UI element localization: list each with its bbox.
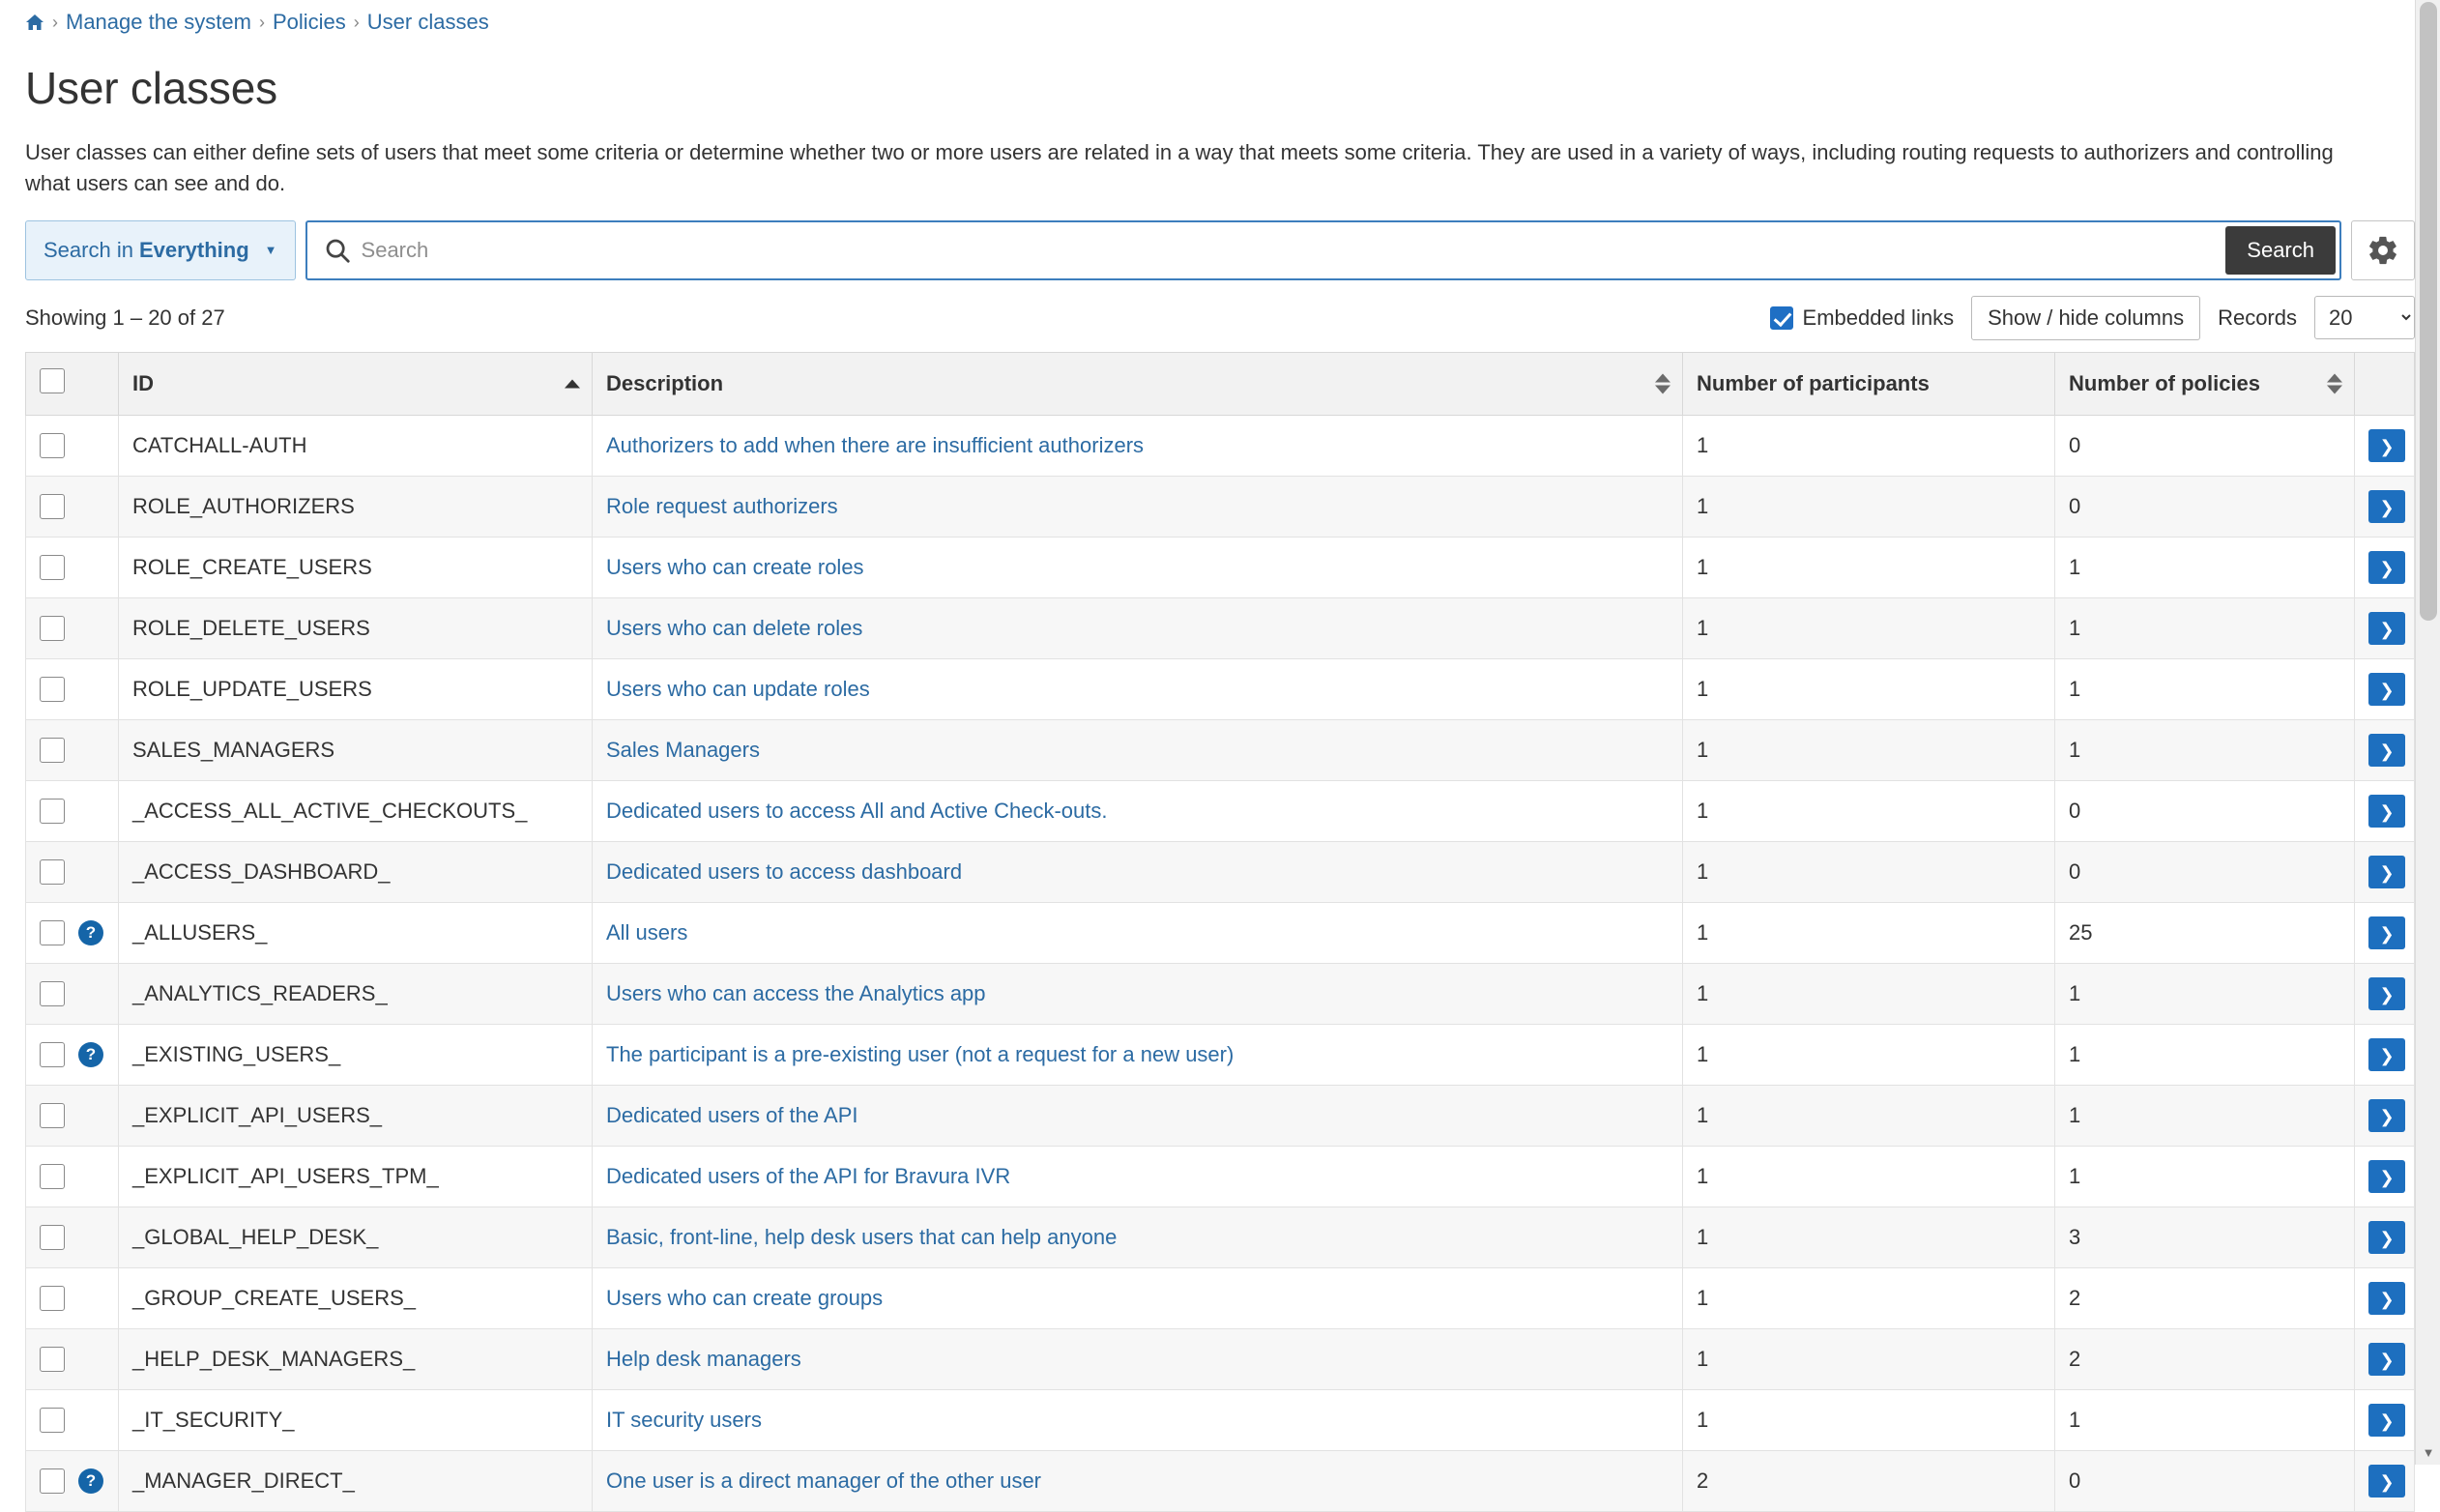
row-open-button[interactable]: ❯	[2368, 856, 2405, 888]
cell-policies: 1	[2055, 1146, 2355, 1207]
table-row[interactable]	[26, 1267, 2415, 1328]
cell-action	[2355, 537, 2415, 597]
breadcrumb-item-policies[interactable]: Policies	[272, 10, 346, 34]
row-open-button[interactable]: ❯	[2368, 795, 2405, 828]
row-select-cell	[26, 841, 119, 902]
help-icon[interactable]: ?	[78, 1468, 103, 1494]
cell-participants: 1	[1683, 476, 2055, 537]
cell-description	[593, 1146, 1683, 1207]
embedded-links-checkbox[interactable]	[1770, 306, 1793, 330]
row-open-button[interactable]: ❯	[2368, 1099, 2405, 1132]
cell-id: ROLE_DELETE_USERS	[119, 597, 593, 658]
description-link[interactable]: Dedicated users of the API	[606, 1102, 858, 1127]
sort-asc-icon	[1655, 373, 1670, 382]
row-checkbox[interactable]	[40, 677, 65, 702]
row-checkbox[interactable]	[40, 494, 65, 519]
row-checkbox[interactable]	[40, 1347, 65, 1372]
row-checkbox[interactable]	[40, 1103, 65, 1128]
table-row[interactable]	[26, 1207, 2415, 1267]
row-checkbox[interactable]	[40, 1042, 65, 1067]
table-header-row	[26, 352, 2415, 415]
showing-count: Showing 1 – 20 of 27	[25, 305, 225, 330]
cell-description	[593, 963, 1683, 1024]
row-open-button[interactable]: ❯	[2368, 977, 2405, 1010]
row-select-cell	[26, 780, 119, 841]
row-checkbox[interactable]	[40, 1408, 65, 1433]
cell-id: _EXISTING_USERS_	[119, 1024, 593, 1085]
row-checkbox[interactable]	[40, 920, 65, 945]
description-link[interactable]: Authorizers to add when there are insufficient authorizers	[606, 432, 1145, 457]
cell-description	[593, 902, 1683, 963]
table-controls-right	[1770, 296, 2415, 340]
cell-action	[2355, 597, 2415, 658]
row-select-cell	[26, 1450, 119, 1511]
cell-description	[593, 1024, 1683, 1085]
help-icon-placeholder	[78, 1225, 103, 1250]
row-select-cell	[26, 476, 119, 537]
show-hide-columns-button[interactable]: Show / hide columns	[1971, 296, 2200, 340]
cell-action	[2355, 963, 2415, 1024]
row-select-cell	[26, 1207, 119, 1267]
cell-action	[2355, 841, 2415, 902]
cell-participants: 1	[1683, 841, 2055, 902]
cell-id: _HELP_DESK_MANAGERS_	[119, 1328, 593, 1389]
cell-id: _GLOBAL_HELP_DESK_	[119, 1207, 593, 1267]
table-controls	[25, 296, 2415, 340]
cell-participants: 1	[1683, 780, 2055, 841]
cell-participants: 1	[1683, 597, 2055, 658]
cell-action	[2355, 780, 2415, 841]
description-link[interactable]: Help desk managers	[606, 1346, 801, 1371]
scroll-down-icon[interactable]: ▼	[2422, 1444, 2435, 1460]
row-open-button[interactable]: ❯	[2368, 1282, 2405, 1315]
cell-policies: 1	[2055, 658, 2355, 719]
cell-description	[593, 1328, 1683, 1389]
cell-policies: 1	[2055, 597, 2355, 658]
row-select-cell	[26, 963, 119, 1024]
help-icon-placeholder	[78, 1103, 103, 1128]
sort-indicator-policies[interactable]	[2327, 373, 2342, 393]
cell-description	[593, 780, 1683, 841]
row-open-button[interactable]: ❯	[2368, 1221, 2405, 1254]
column-header-id-label: ID	[132, 370, 154, 395]
help-icon-placeholder	[78, 1164, 103, 1189]
table-row[interactable]	[26, 597, 2415, 658]
cell-description	[593, 1085, 1683, 1146]
cell-participants: 1	[1683, 415, 2055, 476]
cell-action	[2355, 1024, 2415, 1085]
cell-action	[2355, 1085, 2415, 1146]
cell-policies: 1	[2055, 537, 2355, 597]
cell-participants: 1	[1683, 1267, 2055, 1328]
cell-participants: 1	[1683, 1024, 2055, 1085]
description-link[interactable]: Dedicated users to access All and Active Check-outs.	[606, 798, 1108, 823]
help-icon[interactable]: ?	[78, 920, 103, 945]
cell-id: _ACCESS_DASHBOARD_	[119, 841, 593, 902]
table-row[interactable]	[26, 841, 2415, 902]
cell-action	[2355, 1450, 2415, 1511]
cell-participants: 1	[1683, 1207, 2055, 1267]
description-link[interactable]: Users who can update roles	[606, 676, 870, 701]
row-select-cell	[26, 1024, 119, 1085]
cell-action	[2355, 658, 2415, 719]
cell-participants: 1	[1683, 1146, 2055, 1207]
cell-id: _MANAGER_DIRECT_	[119, 1450, 593, 1511]
cell-participants: 1	[1683, 537, 2055, 597]
help-icon-placeholder	[78, 738, 103, 763]
row-open-button[interactable]: ❯	[2368, 1465, 2405, 1497]
cell-description	[593, 1389, 1683, 1450]
help-icon-placeholder	[78, 981, 103, 1006]
search-scope-prefix: Search in	[44, 237, 133, 262]
sort-desc-icon	[2327, 385, 2342, 393]
help-icon[interactable]: ?	[78, 1042, 103, 1067]
row-select-cell	[26, 1389, 119, 1450]
cell-description	[593, 1450, 1683, 1511]
description-link[interactable]: Users who can create roles	[606, 554, 864, 579]
cell-description	[593, 658, 1683, 719]
column-header-id[interactable]	[119, 352, 593, 415]
description-link[interactable]: Users who can delete roles	[606, 615, 863, 640]
cell-participants: 1	[1683, 963, 2055, 1024]
cell-policies: 1	[2055, 963, 2355, 1024]
cell-policies: 3	[2055, 1207, 2355, 1267]
search-button[interactable]: Search	[2225, 226, 2336, 275]
table-head	[26, 352, 2415, 415]
cell-policies: 0	[2055, 415, 2355, 476]
user-classes-table	[25, 352, 2415, 1512]
cell-participants: 1	[1683, 1328, 2055, 1389]
table-row[interactable]	[26, 1085, 2415, 1146]
column-header-participants-label: Number of participants	[1697, 370, 1930, 395]
cell-participants: 1	[1683, 1389, 2055, 1450]
cell-id: CATCHALL-AUTH	[119, 415, 593, 476]
cell-description	[593, 1267, 1683, 1328]
search-bar	[25, 220, 2415, 280]
description-link[interactable]: Role request authorizers	[606, 493, 838, 518]
help-icon-placeholder	[78, 859, 103, 885]
description-link[interactable]: Sales Managers	[606, 737, 760, 762]
table-row[interactable]	[26, 1146, 2415, 1207]
row-checkbox[interactable]	[40, 738, 65, 763]
cell-description	[593, 1207, 1683, 1267]
cell-policies: 1	[2055, 1389, 2355, 1450]
cell-policies: 0	[2055, 841, 2355, 902]
row-select-cell	[26, 719, 119, 780]
table-row[interactable]	[26, 1328, 2415, 1389]
breadcrumb	[25, 0, 2415, 41]
column-header-policies-label: Number of policies	[2069, 370, 2261, 395]
row-select-cell	[26, 1146, 119, 1207]
cell-policies: 25	[2055, 902, 2355, 963]
table-row[interactable]	[26, 1450, 2415, 1511]
cell-policies: 1	[2055, 1024, 2355, 1085]
cell-id: _ANALYTICS_READERS_	[119, 963, 593, 1024]
search-scope-value: Everything	[138, 237, 249, 262]
row-checkbox[interactable]	[40, 1468, 65, 1494]
row-open-button[interactable]: ❯	[2368, 612, 2405, 645]
breadcrumb-separator-1: ›	[52, 12, 58, 32]
cell-id: ROLE_CREATE_USERS	[119, 537, 593, 597]
help-icon-placeholder	[78, 1286, 103, 1311]
search-scope-dropdown[interactable]	[25, 220, 296, 280]
cell-action	[2355, 719, 2415, 780]
cell-action	[2355, 1146, 2415, 1207]
table-row[interactable]	[26, 780, 2415, 841]
cell-action	[2355, 1267, 2415, 1328]
sort-asc-icon	[565, 379, 580, 388]
gear-icon	[2367, 234, 2399, 267]
page-title: User classes	[25, 63, 277, 113]
row-open-button[interactable]: ❯	[2368, 673, 2405, 706]
row-checkbox[interactable]	[40, 433, 65, 458]
column-header-participants[interactable]	[1683, 352, 2055, 415]
cell-description	[593, 841, 1683, 902]
cell-description	[593, 415, 1683, 476]
row-open-button[interactable]: ❯	[2368, 1038, 2405, 1071]
help-icon-placeholder	[78, 433, 103, 458]
cell-id: _ALLUSERS_	[119, 902, 593, 963]
row-open-button[interactable]: ❯	[2368, 551, 2405, 584]
description-link[interactable]: One user is a direct manager of the other user	[606, 1468, 1042, 1493]
cell-action	[2355, 902, 2415, 963]
row-select-cell	[26, 1085, 119, 1146]
row-checkbox[interactable]	[40, 616, 65, 641]
help-icon-placeholder	[78, 677, 103, 702]
table-row[interactable]	[26, 415, 2415, 476]
cell-id: _GROUP_CREATE_USERS_	[119, 1267, 593, 1328]
records-per-page-select[interactable]	[2314, 296, 2415, 339]
page-scrollbar[interactable]	[2415, 0, 2440, 1465]
row-checkbox[interactable]	[40, 799, 65, 824]
search-input[interactable]	[362, 223, 2222, 277]
column-header-action	[2355, 352, 2415, 415]
help-icon-placeholder	[78, 1408, 103, 1433]
column-header-select	[26, 352, 119, 415]
cell-policies: 0	[2055, 1450, 2355, 1511]
breadcrumb-item-user-classes[interactable]: User classes	[366, 10, 489, 34]
description-link[interactable]: Users who can access the Analytics app	[606, 980, 986, 1005]
cell-id: _ACCESS_ALL_ACTIVE_CHECKOUTS_	[119, 780, 593, 841]
sort-asc-icon	[2327, 373, 2342, 382]
scroll-thumb[interactable]	[2420, 2, 2437, 621]
breadcrumb-separator-3: ›	[353, 12, 360, 32]
table-row[interactable]	[26, 719, 2415, 780]
sort-indicator-description[interactable]	[1655, 373, 1670, 393]
cell-id: _EXPLICIT_API_USERS_	[119, 1085, 593, 1146]
row-select-cell	[26, 597, 119, 658]
description-link[interactable]: Dedicated users to access dashboard	[606, 858, 963, 884]
row-checkbox[interactable]	[40, 1225, 65, 1250]
help-icon-placeholder	[78, 1347, 103, 1372]
table-row[interactable]	[26, 1024, 2415, 1085]
search-icon	[323, 236, 352, 265]
table-row[interactable]	[26, 658, 2415, 719]
page-description: User classes can either define sets of users that meet some criteria or determine whether two or more users are related in a way that meets some criteria. They are used in a variety of ways, including routing requests to authorizers and controlling what users can see and do.	[25, 140, 2334, 195]
row-open-button[interactable]: ❯	[2368, 490, 2405, 523]
row-select-cell	[26, 537, 119, 597]
row-open-button[interactable]: ❯	[2368, 734, 2405, 767]
column-header-description[interactable]	[593, 352, 1683, 415]
cell-id: ROLE_UPDATE_USERS	[119, 658, 593, 719]
cell-id: _EXPLICIT_API_USERS_TPM_	[119, 1146, 593, 1207]
cell-action	[2355, 415, 2415, 476]
row-checkbox[interactable]	[40, 1164, 65, 1189]
table-row[interactable]	[26, 902, 2415, 963]
cell-policies: 1	[2055, 1085, 2355, 1146]
cell-policies: 2	[2055, 1328, 2355, 1389]
records-label: Records	[2218, 305, 2297, 330]
table-body	[26, 415, 2415, 1511]
help-icon-placeholder	[78, 555, 103, 580]
cell-action	[2355, 1389, 2415, 1450]
row-checkbox[interactable]	[40, 555, 65, 580]
search-field-wrapper[interactable]	[305, 220, 2341, 280]
description-link[interactable]: Users who can create groups	[606, 1285, 884, 1310]
cell-participants: 1	[1683, 902, 2055, 963]
column-header-description-label: Description	[606, 370, 724, 395]
description-link[interactable]: All users	[606, 919, 688, 945]
cell-policies: 0	[2055, 780, 2355, 841]
cell-policies: 2	[2055, 1267, 2355, 1328]
table-row[interactable]	[26, 476, 2415, 537]
cell-id: SALES_MANAGERS	[119, 719, 593, 780]
cell-participants: 1	[1683, 658, 2055, 719]
cell-action	[2355, 1207, 2415, 1267]
table-row[interactable]	[26, 1389, 2415, 1450]
row-open-button[interactable]: ❯	[2368, 429, 2405, 462]
sort-indicator-id[interactable]	[565, 379, 580, 388]
row-checkbox[interactable]	[40, 1286, 65, 1311]
home-icon[interactable]	[25, 14, 44, 31]
description-link[interactable]: IT security users	[606, 1407, 762, 1432]
settings-gear-button[interactable]	[2351, 220, 2415, 280]
breadcrumb-item-manage-the-system[interactable]: Manage the system	[66, 10, 251, 34]
cell-description	[593, 476, 1683, 537]
table-row[interactable]	[26, 963, 2415, 1024]
cell-policies: 1	[2055, 719, 2355, 780]
cell-description	[593, 537, 1683, 597]
sort-desc-icon	[1655, 385, 1670, 393]
select-all-checkbox[interactable]	[40, 368, 65, 393]
row-open-button[interactable]: ❯	[2368, 916, 2405, 949]
row-checkbox[interactable]	[40, 859, 65, 885]
cell-id: ROLE_AUTHORIZERS	[119, 476, 593, 537]
row-select-cell	[26, 1328, 119, 1389]
embedded-links-toggle[interactable]	[1770, 305, 1955, 331]
help-icon-placeholder	[78, 616, 103, 641]
breadcrumb-separator-2: ›	[258, 12, 265, 32]
row-open-button[interactable]: ❯	[2368, 1160, 2405, 1193]
column-header-policies[interactable]	[2055, 352, 2355, 415]
description-link[interactable]: The participant is a pre-existing user (not a request for a new user)	[606, 1041, 1235, 1066]
row-checkbox[interactable]	[40, 981, 65, 1006]
row-select-cell	[26, 902, 119, 963]
row-open-button[interactable]: ❯	[2368, 1404, 2405, 1437]
description-link[interactable]: Dedicated users of the API for Bravura IVR	[606, 1163, 1011, 1188]
cell-policies: 0	[2055, 476, 2355, 537]
row-select-cell	[26, 1267, 119, 1328]
cell-id: _IT_SECURITY_	[119, 1389, 593, 1450]
table-row[interactable]	[26, 537, 2415, 597]
cell-action	[2355, 1328, 2415, 1389]
chevron-down-icon: ▼	[264, 243, 277, 258]
help-icon-placeholder	[78, 494, 103, 519]
description-link[interactable]: Basic, front-line, help desk users that can help anyone	[606, 1224, 1118, 1249]
cell-participants: 1	[1683, 1085, 2055, 1146]
cell-participants: 1	[1683, 719, 2055, 780]
row-select-cell	[26, 415, 119, 476]
row-select-cell	[26, 658, 119, 719]
cell-description	[593, 719, 1683, 780]
cell-description	[593, 597, 1683, 658]
cell-participants: 2	[1683, 1450, 2055, 1511]
cell-action	[2355, 476, 2415, 537]
row-open-button[interactable]: ❯	[2368, 1343, 2405, 1376]
help-icon-placeholder	[78, 799, 103, 824]
embedded-links-label: Embedded links	[1802, 305, 1955, 330]
